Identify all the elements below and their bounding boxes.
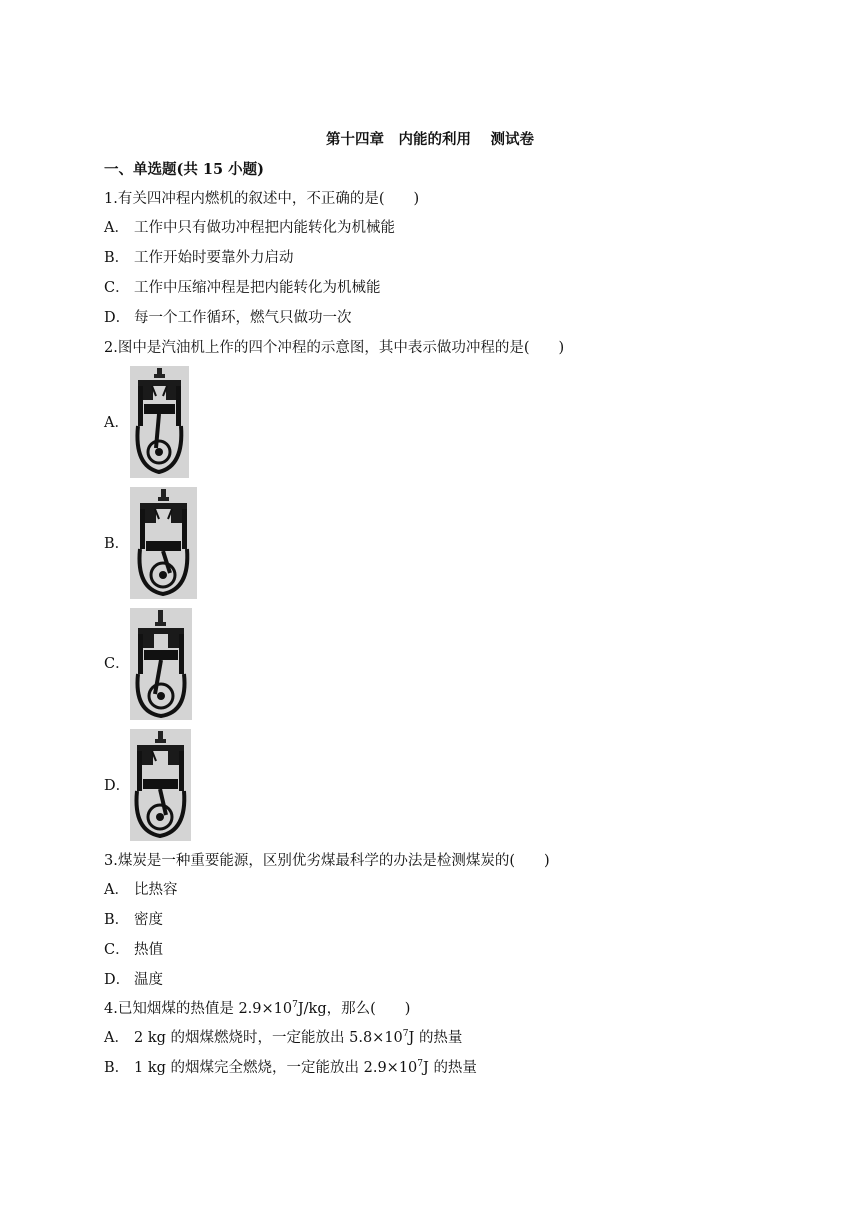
question-3-option-a[interactable] [104,880,178,900]
question-3-option-d[interactable] [104,970,163,990]
option-text: 每一个工作循环，燃气只做功一次 [134,310,352,326]
question-3-stem: 3.煤炭是一种重要能源，区别优劣煤最科学的办法是检测煤炭的( ) [104,853,550,869]
question-3-option-c[interactable] [104,940,163,960]
option-text: 热值 [134,942,163,958]
question-1-option-c[interactable] [104,278,381,298]
option-text: 工作开始时要靠外力启动 [134,250,294,266]
exponent: 7 [292,1000,298,1010]
question-2-stem: 2.图中是汽油机上作的四个冲程的示意图，其中表示做功冲程的是( ) [104,340,565,356]
option-text: 温度 [134,972,163,988]
option-text: 密度 [134,912,163,928]
option-text: 2 kg 的烟煤燃烧时，一定能放出 5.8×10 [134,1030,403,1046]
question-4-option-b[interactable] [104,1058,477,1078]
question-4-stem [104,999,410,1019]
option-label: A． [104,220,129,236]
page-title: 第十四章 内能的利用 测试卷 [325,131,535,148]
option-label: C． [104,280,130,296]
option-text: 工作中压缩冲程是把内能转化为机械能 [134,280,381,296]
option-label: C． [104,942,130,958]
question-2-option-b-label[interactable]: B． [104,536,130,552]
engine-stroke-diagram-icon[interactable] [130,729,191,841]
question-2-option-c-label[interactable]: C． [104,656,130,672]
engine-stroke-diagram-icon[interactable] [130,487,197,599]
stem-text: J/kg，那么( ) [297,1001,411,1017]
option-text: 1 kg 的烟煤完全燃烧，一定能放出 2.9×10 [134,1060,418,1076]
option-label: A． [104,882,129,898]
option-label: B． [104,250,130,266]
option-text: J 的热量 [408,1030,463,1046]
option-label: B． [104,912,130,928]
question-3-option-b[interactable] [104,910,163,930]
question-1-option-d[interactable] [104,308,352,328]
option-label: B． [104,1060,130,1076]
stem-text: 4.已知烟煤的热值是 2.9×10 [104,1001,293,1017]
engine-stroke-diagram-icon[interactable] [130,366,189,478]
option-label: D． [104,310,131,326]
option-text: J 的热量 [423,1060,477,1076]
question-4-option-a[interactable] [104,1028,462,1048]
exponent: 7 [417,1059,424,1069]
option-text: 比热容 [134,882,178,898]
question-1-stem: 1.有关四冲程内燃机的叙述中，不正确的是( ) [104,191,420,207]
section-heading: 一、单选题(共 15 小题) [104,161,264,178]
option-text: 工作中只有做功冲程把内能转化为机械能 [134,220,395,236]
option-label: D． [104,972,131,988]
question-2-option-d-label[interactable]: D． [104,778,131,794]
option-label: A． [104,1030,129,1046]
exponent: 7 [402,1029,409,1039]
engine-stroke-diagram-icon[interactable] [130,608,192,720]
question-2-option-a-label[interactable]: A． [104,415,129,431]
question-1-option-a[interactable] [104,218,395,238]
question-1-option-b[interactable] [104,248,294,268]
